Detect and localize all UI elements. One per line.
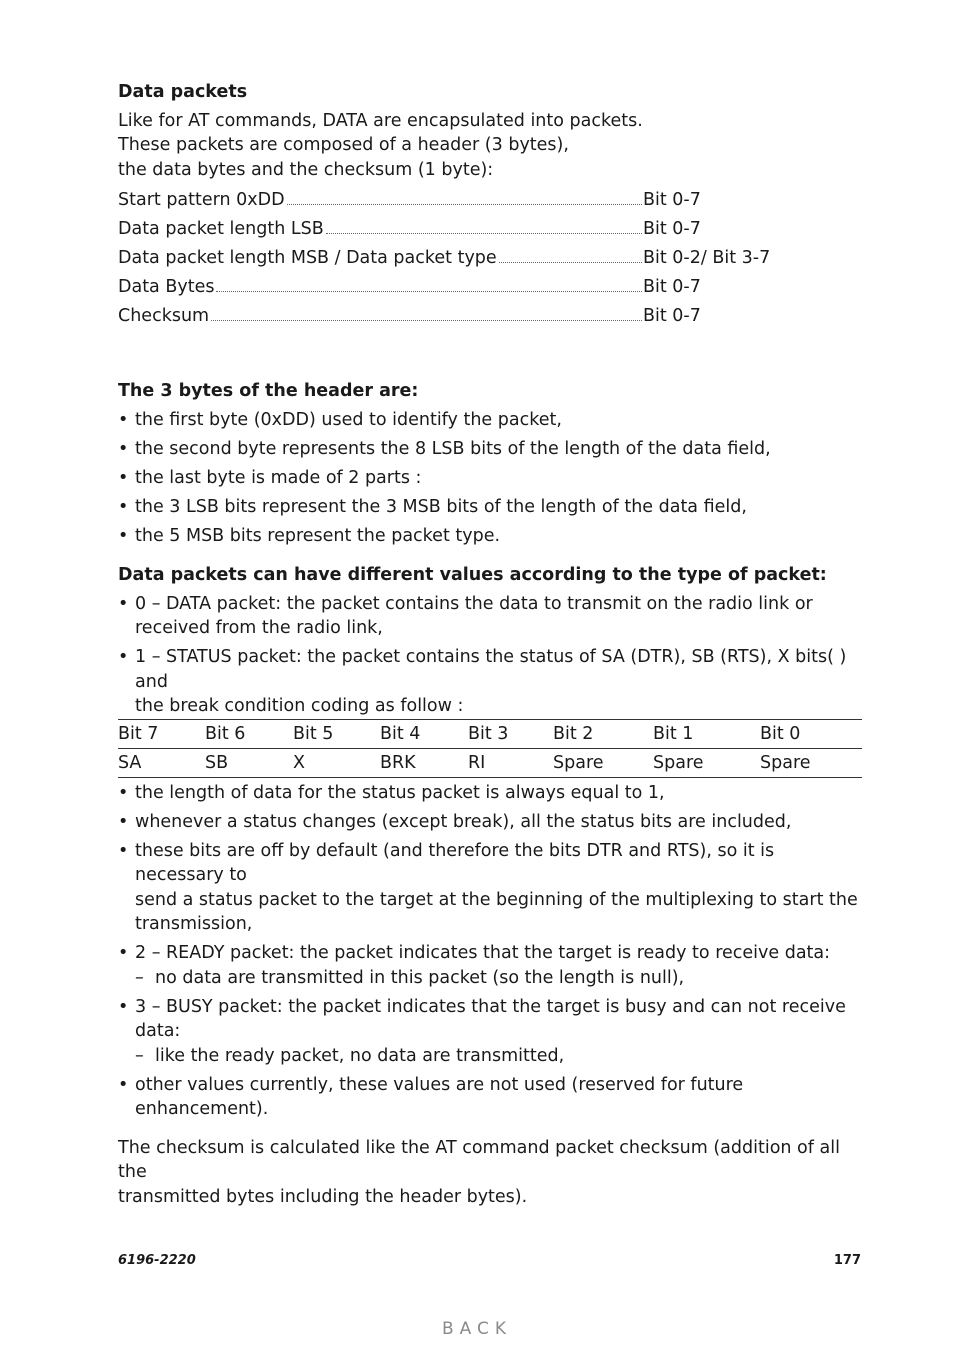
table-cell: BRK bbox=[380, 748, 468, 777]
table-header-cell: Bit 2 bbox=[553, 719, 653, 748]
field-row bbox=[118, 217, 862, 246]
list-item-subline bbox=[135, 966, 862, 991]
bullet-icon: • bbox=[118, 840, 129, 861]
list-item-text: the first byte (0xDD) used to identify the packet, bbox=[135, 409, 562, 430]
field-value: Bit 0-7 bbox=[643, 306, 701, 326]
checksum-paragraph bbox=[118, 1136, 862, 1210]
paragraph-line: The checksum is calculated like the AT command packet checksum (addition of all the bbox=[118, 1137, 840, 1182]
list-item-text: the 5 MSB bits represent the packet type. bbox=[135, 525, 501, 546]
list-item-line: these bits are off by default (and therefore the bits DTR and RTS), so it is necessary to bbox=[135, 840, 775, 885]
list-item-line: received from the radio link, bbox=[135, 618, 383, 638]
intro-line: the data bytes and the checksum (1 byte): bbox=[118, 159, 494, 180]
field-value: Bit 0-2/ Bit 3-7 bbox=[643, 248, 771, 268]
status-notes-list bbox=[118, 781, 862, 1122]
list-item-subline bbox=[135, 1044, 862, 1069]
bullet-icon: • bbox=[118, 811, 129, 832]
section-heading-data-packets: Data packets bbox=[118, 82, 248, 102]
dot-leader bbox=[287, 203, 642, 205]
list-item-line: 2 – READY packet: the packet indicates that the target is ready to receive data: bbox=[135, 943, 831, 963]
list-item bbox=[118, 839, 862, 937]
list-item bbox=[118, 408, 862, 433]
field-name: Checksum bbox=[118, 306, 210, 326]
field-name: Data Bytes bbox=[118, 277, 215, 297]
bullet-icon: • bbox=[118, 496, 129, 517]
field-value: Bit 0-7 bbox=[643, 219, 701, 239]
intro-line: Like for AT commands, DATA are encapsulated into packets. bbox=[118, 110, 643, 131]
dash-icon: – bbox=[135, 967, 144, 988]
list-item bbox=[118, 941, 862, 990]
header-bytes-list bbox=[118, 408, 862, 549]
section-heading-header-bytes: The 3 bytes of the header are: bbox=[118, 381, 419, 401]
table-cell: X bbox=[293, 748, 380, 777]
dot-leader bbox=[216, 290, 642, 292]
table-header-cell: Bit 4 bbox=[380, 719, 468, 748]
list-item-subtext: like the ready packet, no data are transmitted, bbox=[155, 1045, 565, 1066]
list-item-subtext: no data are transmitted in this packet (so the length is null), bbox=[155, 967, 685, 988]
field-row bbox=[118, 275, 862, 304]
list-item-line: 0 – DATA packet: the packet contains the data to transmit on the radio link or bbox=[135, 593, 813, 614]
field-row bbox=[118, 304, 862, 333]
list-item bbox=[118, 810, 862, 835]
table-cell: Spare bbox=[553, 748, 653, 777]
dash-icon: – bbox=[135, 1045, 144, 1066]
field-name: Start pattern 0xDD bbox=[118, 190, 285, 210]
bullet-icon: • bbox=[118, 943, 129, 963]
packet-types-list bbox=[118, 592, 862, 719]
list-item bbox=[118, 437, 862, 462]
section-heading-packet-types: Data packets can have different values according to the type of packet: bbox=[118, 565, 827, 585]
bullet-icon: • bbox=[118, 409, 129, 430]
list-item-line: whenever a status changes (except break), all the status bits are included, bbox=[135, 811, 792, 832]
list-item bbox=[118, 781, 862, 806]
table-cell: Spare bbox=[760, 748, 862, 777]
field-row bbox=[118, 246, 862, 275]
list-item bbox=[118, 645, 862, 719]
paragraph-line: transmitted bytes including the header bytes). bbox=[118, 1186, 528, 1207]
document-page bbox=[118, 80, 862, 1209]
list-item-line: 3 – BUSY packet: the packet indicates that the target is busy and can not receive data: bbox=[135, 996, 846, 1041]
table-header-row bbox=[118, 719, 862, 748]
table-header-cell: Bit 6 bbox=[205, 719, 293, 748]
field-value: Bit 0-7 bbox=[643, 277, 701, 297]
list-item-text: the last byte is made of 2 parts : bbox=[135, 467, 422, 488]
bullet-icon: • bbox=[118, 467, 129, 488]
list-item-text: the second byte represents the 8 LSB bits of the length of the data field, bbox=[135, 438, 771, 459]
list-item bbox=[118, 592, 862, 641]
back-link[interactable]: BACK bbox=[441, 1319, 512, 1339]
list-item-line: 1 – STATUS packet: the packet contains the status of SA (DTR), SB (RTS), X bits( ) and bbox=[135, 647, 847, 692]
table-row bbox=[118, 748, 862, 777]
bullet-icon: • bbox=[118, 593, 129, 614]
intro-line: These packets are composed of a header (3 bytes), bbox=[118, 135, 569, 155]
bullet-icon: • bbox=[118, 1074, 129, 1095]
table-cell: Spare bbox=[653, 748, 760, 777]
list-item bbox=[118, 466, 862, 491]
list-item-text: the 3 LSB bits represent the 3 MSB bits of the length of the data field, bbox=[135, 496, 747, 517]
table-header-cell: Bit 0 bbox=[760, 719, 862, 748]
packet-field-list bbox=[118, 188, 862, 333]
list-item bbox=[118, 995, 862, 1069]
list-item-line: the length of data for the status packet is always equal to 1, bbox=[135, 782, 665, 803]
list-item bbox=[118, 1073, 862, 1122]
bullet-icon: • bbox=[118, 996, 129, 1017]
list-item-line: transmission, bbox=[135, 914, 253, 934]
table-cell: SB bbox=[205, 748, 293, 777]
field-row bbox=[118, 188, 862, 217]
table-header-cell: Bit 7 bbox=[118, 719, 205, 748]
list-item-line: the break condition coding as follow : bbox=[135, 696, 464, 716]
table-cell: RI bbox=[468, 748, 553, 777]
list-item bbox=[118, 495, 862, 520]
page-number: 177 bbox=[833, 1253, 861, 1268]
dot-leader bbox=[326, 232, 642, 234]
bullet-icon: • bbox=[118, 525, 129, 546]
list-item bbox=[118, 524, 862, 549]
field-name: Data packet length LSB bbox=[118, 219, 324, 239]
table-header-cell: Bit 5 bbox=[293, 719, 380, 748]
field-value: Bit 0-7 bbox=[643, 190, 701, 210]
intro-paragraph bbox=[118, 109, 862, 183]
dot-leader bbox=[211, 319, 642, 321]
table-header-cell: Bit 1 bbox=[653, 719, 760, 748]
bullet-icon: • bbox=[118, 438, 129, 459]
status-bits-table bbox=[118, 719, 862, 778]
dot-leader bbox=[499, 261, 642, 263]
bullet-icon: • bbox=[118, 782, 129, 803]
list-item-line: send a status packet to the target at the beginning of the multiplexing to start the bbox=[135, 889, 858, 910]
list-item-line: other values currently, these values are not used (reserved for future enhancement). bbox=[135, 1074, 744, 1119]
document-number: 6196-2220 bbox=[118, 1253, 196, 1268]
field-name: Data packet length MSB / Data packet type bbox=[118, 248, 497, 268]
table-cell: SA bbox=[118, 748, 205, 777]
table-header-cell: Bit 3 bbox=[468, 719, 553, 748]
bullet-icon: • bbox=[118, 647, 129, 667]
